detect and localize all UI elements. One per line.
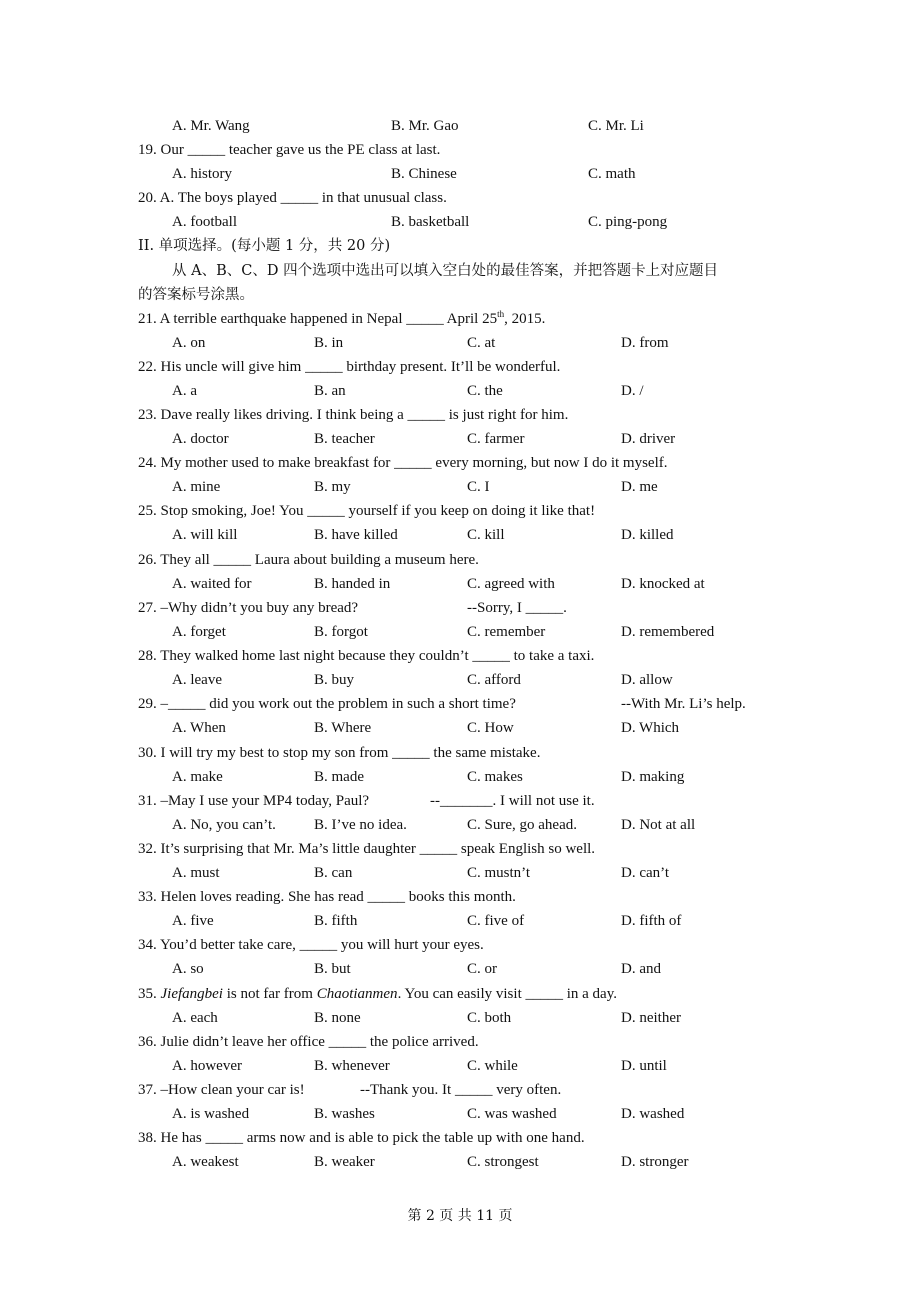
option-b: B. none bbox=[314, 1010, 361, 1026]
option-a: A. football bbox=[172, 214, 237, 230]
stem-text: 21. A terrible earthquake happened in Nepal _____ April 25 bbox=[138, 311, 498, 327]
option-c: C. while bbox=[467, 1058, 518, 1074]
option-a: A. weakest bbox=[172, 1154, 239, 1170]
option-b: B. washes bbox=[314, 1106, 375, 1122]
option-b: B. basketball bbox=[391, 214, 470, 230]
question-stem: 27. –Why didn’t you buy any bread? bbox=[138, 600, 359, 616]
question-reply: --_______. I will not use it. bbox=[430, 793, 595, 809]
option-d: D. killed bbox=[621, 527, 674, 543]
option-b: B. forgot bbox=[314, 624, 368, 640]
option-c: C. agreed with bbox=[467, 576, 555, 592]
option-c: C. kill bbox=[467, 527, 505, 543]
option-d: D. fifth of bbox=[621, 913, 682, 929]
ordinal-suffix: th bbox=[497, 309, 505, 319]
option-a: A. leave bbox=[172, 672, 222, 688]
question-stem: 19. Our _____ teacher gave us the PE class at last. bbox=[138, 142, 441, 158]
place-name: Chaotianmen bbox=[316, 986, 398, 1002]
stem-text: is not far from bbox=[222, 986, 317, 1002]
option-a: A. must bbox=[172, 865, 220, 881]
option-b: B. can bbox=[314, 865, 353, 881]
option-c: C. strongest bbox=[467, 1154, 539, 1170]
option-b: B. weaker bbox=[314, 1154, 375, 1170]
option-c: C. How bbox=[467, 720, 514, 736]
question-stem: 25. Stop smoking, Joe! You _____ yourself if you keep on doing it like that! bbox=[138, 503, 596, 519]
question-stem: 20. A. The boys played _____ in that unusual class. bbox=[138, 190, 447, 206]
question-stem: 34. You’d better take care, _____ you will hurt your eyes. bbox=[138, 937, 484, 953]
option-d: D. making bbox=[621, 769, 685, 785]
question-reply: --With Mr. Li’s help. bbox=[621, 696, 746, 712]
question-stem: 24. My mother used to make breakfast for _____ every morning, but now I do it myself. bbox=[138, 455, 668, 471]
question-stem: 30. I will try my best to stop my son from _____ the same mistake. bbox=[138, 745, 541, 761]
option-b: B. handed in bbox=[314, 576, 391, 592]
option-b: B. Where bbox=[314, 720, 372, 736]
option-a: A. five bbox=[172, 913, 214, 929]
section-heading: II. 单项选择。(每小题 1 分，共 20 分) bbox=[138, 238, 391, 254]
place-name: Jiefangbei bbox=[160, 986, 223, 1002]
section-instruction-line-2: 的答案标号涂黑。 bbox=[138, 287, 254, 303]
option-c: C. both bbox=[467, 1010, 512, 1026]
page-footer: 第 2 页 共 11 页 bbox=[407, 1208, 513, 1224]
option-d: D. allow bbox=[621, 672, 673, 688]
option-a: A. a bbox=[172, 383, 197, 399]
option-b: B. Mr. Gao bbox=[391, 118, 459, 134]
option-d: D. Which bbox=[621, 720, 680, 736]
question-stem: 38. He has _____ arms now and is able to pick the table up with one hand. bbox=[138, 1130, 585, 1146]
option-d: D. knocked at bbox=[621, 576, 705, 592]
question-stem: 26. They all _____ Laura about building a museum here. bbox=[138, 552, 479, 568]
option-b: B. an bbox=[314, 383, 346, 399]
option-d: D. until bbox=[621, 1058, 667, 1074]
option-c: C. or bbox=[467, 961, 497, 977]
option-c: C. Mr. Li bbox=[588, 118, 644, 134]
option-d: D. washed bbox=[621, 1106, 685, 1122]
option-c: C. farmer bbox=[467, 431, 525, 447]
option-a: A. history bbox=[172, 166, 232, 182]
option-d: D. can’t bbox=[621, 865, 670, 881]
option-b: B. teacher bbox=[314, 431, 375, 447]
option-d: D. neither bbox=[621, 1010, 681, 1026]
question-stem bbox=[138, 307, 545, 331]
option-c: C. Sure, go ahead. bbox=[467, 817, 577, 833]
option-c: C. makes bbox=[467, 769, 523, 785]
option-d: D. from bbox=[621, 335, 669, 351]
option-c: C. ping-pong bbox=[588, 214, 668, 230]
option-d: D. remembered bbox=[621, 624, 715, 640]
question-stem: 29. –_____ did you work out the problem in such a short time? bbox=[138, 696, 516, 712]
option-b: B. made bbox=[314, 769, 364, 785]
option-c: C. I bbox=[467, 479, 490, 495]
option-d: D. and bbox=[621, 961, 661, 977]
option-b: B. my bbox=[314, 479, 351, 495]
option-b: B. fifth bbox=[314, 913, 358, 929]
option-a: A. so bbox=[172, 961, 204, 977]
option-c: C. math bbox=[588, 166, 636, 182]
option-a: A. make bbox=[172, 769, 223, 785]
option-a: A. waited for bbox=[172, 576, 252, 592]
question-stem: 23. Dave really likes driving. I think being a _____ is just right for him. bbox=[138, 407, 569, 423]
option-c: C. remember bbox=[467, 624, 546, 640]
option-d: D. Not at all bbox=[621, 817, 696, 833]
question-stem: 37. –How clean your car is! bbox=[138, 1082, 305, 1098]
option-c: C. the bbox=[467, 383, 503, 399]
question-stem: 22. His uncle will give him _____ birthday present. It’ll be wonderful. bbox=[138, 359, 561, 375]
question-stem: 28. They walked home last night because they couldn’t _____ to take a taxi. bbox=[138, 648, 595, 664]
option-a: A. is washed bbox=[172, 1106, 250, 1122]
question-reply: --Sorry, I _____. bbox=[467, 600, 567, 616]
option-c: C. at bbox=[467, 335, 496, 351]
question-reply: --Thank you. It _____ very often. bbox=[360, 1082, 562, 1098]
question-stem: 33. Helen loves reading. She has read _____ books this month. bbox=[138, 889, 516, 905]
option-b: B. Chinese bbox=[391, 166, 457, 182]
option-d: D. me bbox=[621, 479, 658, 495]
option-d: D. driver bbox=[621, 431, 676, 447]
question-stem: 36. Julie didn’t leave her office _____ the police arrived. bbox=[138, 1034, 479, 1050]
option-a: A. forget bbox=[172, 624, 226, 640]
option-a: A. No, you can’t. bbox=[172, 817, 276, 833]
section-instruction-line-1: 从 A、B、C、D 四个选项中选出可以填入空白处的最佳答案，并把答题卡上对应题目 bbox=[172, 263, 719, 279]
option-a: A. will kill bbox=[172, 527, 238, 543]
option-c: C. was washed bbox=[467, 1106, 557, 1122]
option-b: B. have killed bbox=[314, 527, 398, 543]
option-b: B. whenever bbox=[314, 1058, 390, 1074]
question-stem bbox=[138, 982, 617, 1006]
option-b: B. I’ve no idea. bbox=[314, 817, 407, 833]
question-stem: 32. It’s surprising that Mr. Ma’s little daughter _____ speak English so well. bbox=[138, 841, 596, 857]
question-number: 35. bbox=[138, 986, 161, 1002]
option-c: C. five of bbox=[467, 913, 525, 929]
option-b: B. in bbox=[314, 335, 344, 351]
option-a: A. however bbox=[172, 1058, 242, 1074]
option-b: B. but bbox=[314, 961, 351, 977]
option-a: A. mine bbox=[172, 479, 221, 495]
stem-text-end: . You can easily visit _____ in a day. bbox=[397, 986, 617, 1002]
option-a: A. When bbox=[172, 720, 226, 736]
option-d: D. / bbox=[621, 383, 644, 399]
option-a: A. on bbox=[172, 335, 206, 351]
option-c: C. afford bbox=[467, 672, 521, 688]
option-b: B. buy bbox=[314, 672, 355, 688]
option-c: C. mustn’t bbox=[467, 865, 531, 881]
option-d: D. stronger bbox=[621, 1154, 689, 1170]
stem-text-end: , 2015. bbox=[504, 311, 546, 327]
option-a: A. each bbox=[172, 1010, 218, 1026]
option-a: A. Mr. Wang bbox=[172, 118, 250, 134]
question-stem: 31. –May I use your MP4 today, Paul? bbox=[138, 793, 370, 809]
option-a: A. doctor bbox=[172, 431, 229, 447]
